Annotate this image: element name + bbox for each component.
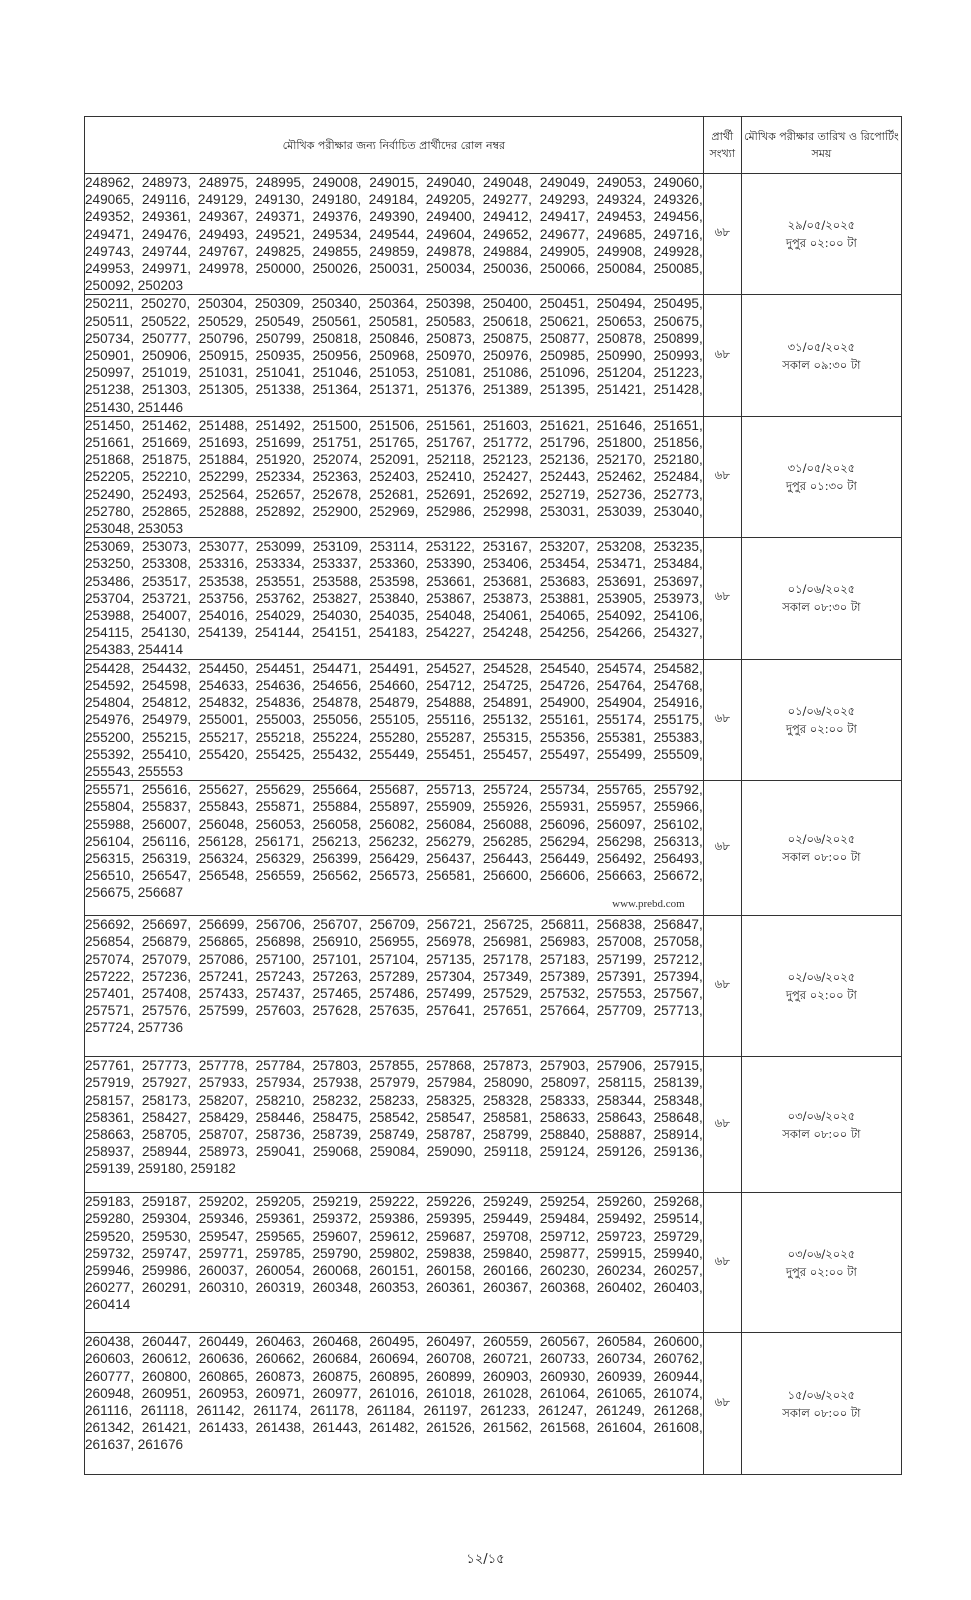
roll-numbers-cell: 251450, 251462, 251488, 251492, 251500, 251506, 251561, 251603, 251621, 251646, 251651, 251661, 251669, 251693, 251699, 251751, 251765, 251767, 251772, 251796, 251800, 251856, 251868, 251875, 251884, 251920, 252074, 252091, 252118, 252123, 252136, 252170, 252180, 252205, 252210, 252299, 252334, 252363, 252403, 252410, 252427, 252443, 252462, 252484, 252490, 252493, 252564, 252657, 252678, 252681, 252691, 252692, 252719, 252736, 252773, 252780, 252865, 252888, 252892, 252900, 252969, 252986, 252998, 253031, 253039, 253040, 253048, 253053 [85,417,703,537]
roll-numbers-cell [85,781,704,916]
reporting-time: দুপুর ০২:০০ টা [785,236,857,251]
viva-date: ৩১/০৫/২০২৫ [787,461,856,476]
roll-column-header: মৌখিক পরীক্ষার জন্য নির্বাচিত প্রার্থীদের রোল নম্বর [85,117,704,174]
schedule-cell [741,416,901,537]
reporting-time: সকাল ০৮:০০ টা [782,1405,861,1420]
candidate-count-cell: ৬৮ [703,538,741,659]
viva-date: ০৩/০৬/২০২৫ [787,1108,856,1123]
viva-date: ০২/০৬/২০২৫ [787,970,856,985]
reporting-time: দুপুর ০২:০০ টা [785,1264,857,1279]
count-column-header: প্রার্থী সংখ্যা [703,117,741,174]
schedule-cell [741,538,901,659]
roll-numbers-cell: 259183, 259187, 259202, 259205, 259219, 259222, 259226, 259249, 259254, 259260, 259268, 259280, 259304, 259346, 259361, 259372, 259386, 259395, 259449, 259484, 259492, 259514, 259520, 259530, 259547, 259565, 259607, 259612, 259687, 259708, 259712, 259723, 259729, 259732, 259747, 259771, 259785, 259790, 259802, 259838, 259840, 259877, 259915, 259940, 259946, 259986, 260037, 260054, 260068, 260151, 260158, 260166, 260230, 260234, 260257, 260277, 260291, 260310, 260319, 260348, 260353, 260361, 260367, 260368, 260402, 260403, 260414 [85,1193,704,1333]
schedule-cell [741,659,901,780]
candidate-count-cell: ৬৮ [703,781,741,916]
table-row [85,295,902,416]
roll-numbers-cell: 254428, 254432, 254450, 254451, 254471, 254491, 254527, 254528, 254540, 254574, 254582, 254592, 254598, 254633, 254636, 254656, 254660, 254712, 254725, 254726, 254764, 254768, 254804, 254812, 254832, 254836, 254878, 254879, 254888, 254891, 254900, 254904, 254916, 254976, 254979, 255001, 255003, 255056, 255105, 255116, 255132, 255161, 255174, 255175, 255200, 255215, 255217, 255218, 255224, 255280, 255287, 255315, 255356, 255381, 255383, 255392, 255410, 255420, 255425, 255432, 255449, 255451, 255457, 255497, 255499, 255509, 255543, 255553 [85,660,703,779]
roll-numbers-cell: 256692, 256697, 256699, 256706, 256707, 256709, 256721, 256725, 256811, 256838, 256847, 256854, 256879, 256865, 256898, 256910, 256955, 256978, 256981, 256983, 257008, 257058, 257074, 257079, 257086, 257100, 257101, 257104, 257135, 257178, 257183, 257199, 257212, 257222, 257236, 257241, 257243, 257263, 257289, 257304, 257349, 257389, 257391, 257394, 257401, 257408, 257433, 257437, 257465, 257486, 257499, 257529, 257532, 257553, 257567, 257571, 257576, 257599, 257603, 257628, 257635, 257641, 257651, 257664, 257709, 257713, 257724, 257736 [85,916,704,1057]
candidate-count-cell: ৬৮ [703,416,741,537]
viva-schedule-table [84,116,902,1475]
table-row [85,416,902,537]
viva-date: ০১/০৬/২০২৫ [787,703,856,718]
table-header-row [85,117,902,174]
table-row [85,1057,902,1193]
schedule-column-header: মৌখিক পরীক্ষার তারিখ ও রিপোর্টিং সময় [741,117,901,174]
reporting-time: দুপুর ০২:০০ টা [785,988,857,1003]
viva-date: ৩১/০৫/২০২৫ [787,339,856,354]
schedule-cell [741,916,901,1057]
table-row [85,916,902,1057]
candidate-count-cell: ৬৮ [703,1333,741,1475]
reporting-time: সকাল ০৯:৩০ টা [782,357,861,372]
roll-numbers-text: 255571, 255616, 255627, 255629, 255664, 255687, 255713, 255724, 255734, 255765, 255792, 255804, 255837, 255843, 255871, 255884, 255897, 255909, 255926, 255931, 255957, 255966, 255988, 256007, 256048, 256053, 256058, 256082, 256084, 256088, 256096, 256097, 256102, 256104, 256116, 256128, 256171, 256213, 256232, 256279, 256285, 256294, 256298, 256313, 256315, 256319, 256324, 256329, 256399, 256429, 256437, 256443, 256449, 256492, 256493, 256510, 256547, 256548, 256559, 256562, 256573, 256581, 256600, 256606, 256663, 256672, 256675, 256687 [85,782,703,901]
roll-numbers-cell: 253069, 253073, 253077, 253099, 253109, 253114, 253122, 253167, 253207, 253208, 253235, 253250, 253308, 253316, 253334, 253337, 253360, 253390, 253406, 253454, 253471, 253484, 253486, 253517, 253538, 253551, 253588, 253598, 253661, 253681, 253683, 253691, 253697, 253704, 253721, 253756, 253762, 253827, 253840, 253867, 253873, 253881, 253905, 253973, 253988, 254007, 254016, 254029, 254030, 254035, 254048, 254061, 254065, 254092, 254106, 254115, 254130, 254139, 254144, 254151, 254183, 254227, 254248, 254256, 254266, 254327, 254383, 254414 [85,539,703,658]
candidate-count-cell: ৬৮ [703,174,741,295]
table-row [85,659,902,780]
table-row [85,1193,902,1333]
candidate-count-cell: ৬৮ [703,1193,741,1333]
table-row [85,781,902,916]
reporting-time: সকাল ০৮:০০ টা [782,850,861,865]
schedule-cell [741,1333,901,1475]
table-row [85,1333,902,1475]
viva-date: ২৯/০৫/২০২৫ [787,218,856,233]
reporting-time: দুপুর ০১:৩০ টা [785,479,857,494]
viva-date: ০৩/০৬/২০২৫ [787,1246,856,1261]
candidate-count-cell: ৬৮ [703,295,741,416]
page-number: ১২/১৫ [466,1552,505,1567]
watermark-text: www.prebd.com [612,897,685,910]
roll-numbers-cell: 250211, 250270, 250304, 250309, 250340, 250364, 250398, 250400, 250451, 250494, 250495, 250511, 250522, 250529, 250549, 250561, 250581, 250583, 250618, 250621, 250653, 250675, 250734, 250777, 250796, 250799, 250818, 250846, 250873, 250875, 250877, 250878, 250899, 250901, 250906, 250915, 250935, 250956, 250968, 250970, 250976, 250985, 250990, 250993, 250997, 251019, 251031, 251041, 251046, 251053, 251081, 251086, 251096, 251204, 251223, 251238, 251303, 251305, 251338, 251364, 251371, 251376, 251389, 251395, 251421, 251428, 251430, 251446 [85,296,703,415]
roll-numbers-cell: 257761, 257773, 257778, 257784, 257803, 257855, 257868, 257873, 257903, 257906, 257915, 257919, 257927, 257933, 257934, 257938, 257979, 257984, 258090, 258097, 258115, 258139, 258157, 258173, 258207, 258210, 258232, 258233, 258325, 258328, 258333, 258344, 258348, 258361, 258427, 258429, 258446, 258475, 258542, 258547, 258581, 258633, 258643, 258648, 258663, 258705, 258707, 258736, 258739, 258749, 258787, 258799, 258840, 258887, 258914, 258937, 258944, 258973, 259041, 259068, 259084, 259090, 259118, 259124, 259126, 259136, 259139, 259180, 259182 [85,1057,704,1193]
reporting-time: সকাল ০৮:৩০ টা [782,600,861,615]
candidate-count-cell: ৬৮ [703,1057,741,1193]
candidate-count-cell: ৬৮ [703,916,741,1057]
table-row [85,538,902,659]
viva-date: ০২/০৬/২০২৫ [787,832,856,847]
table-row [85,174,902,295]
schedule-cell [741,1057,901,1193]
schedule-cell [741,295,901,416]
roll-numbers-cell: 248962, 248973, 248975, 248995, 249008, 249015, 249040, 249048, 249049, 249053, 249060, 249065, 249116, 249129, 249130, 249180, 249184, 249205, 249277, 249293, 249324, 249326, 249352, 249361, 249367, 249371, 249376, 249390, 249400, 249412, 249417, 249453, 249456, 249471, 249476, 249493, 249521, 249534, 249544, 249604, 249652, 249677, 249685, 249716, 249743, 249744, 249767, 249825, 249855, 249859, 249878, 249884, 249905, 249908, 249928, 249953, 249971, 249978, 250000, 250026, 250031, 250034, 250036, 250066, 250084, 250085, 250092, 250203 [85,175,703,294]
viva-date: ১৫/০৬/২০২৫ [787,1387,856,1402]
viva-date: ০১/০৬/২০২৫ [787,582,856,597]
schedule-cell [741,1193,901,1333]
reporting-time: সকাল ০৮:০০ টা [782,1126,861,1141]
schedule-cell [741,781,901,916]
roll-numbers-cell: 260438, 260447, 260449, 260463, 260468, 260495, 260497, 260559, 260567, 260584, 260600, 260603, 260612, 260636, 260662, 260684, 260694, 260708, 260721, 260733, 260734, 260762, 260777, 260800, 260865, 260873, 260875, 260895, 260899, 260903, 260930, 260939, 260944, 260948, 260951, 260953, 260971, 260977, 261016, 261018, 261028, 261064, 261065, 261074, 261116, 261118, 261142, 261174, 261178, 261184, 261197, 261233, 261247, 261249, 261268, 261342, 261421, 261433, 261438, 261443, 261482, 261526, 261562, 261568, 261604, 261608, 261637, 261676 [85,1333,704,1475]
reporting-time: দুপুর ০২:০০ টা [785,721,857,736]
schedule-cell [741,174,901,295]
candidate-count-cell: ৬৮ [703,659,741,780]
